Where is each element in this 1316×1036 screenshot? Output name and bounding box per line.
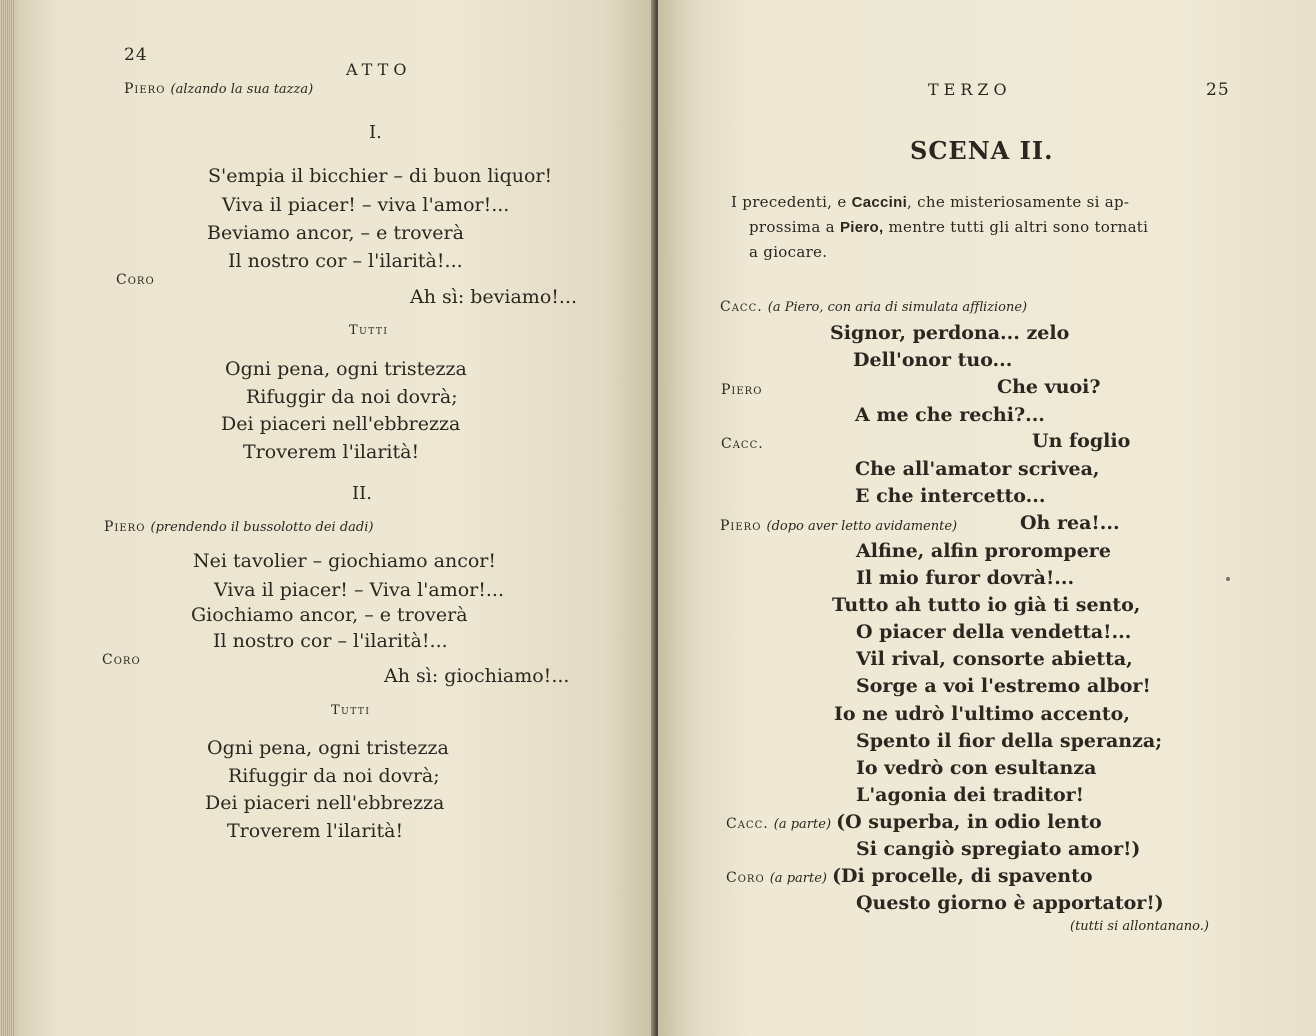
speaker-name: Cacc. xyxy=(720,299,763,315)
verse-line: Il nostro cor – l'ilarità!... xyxy=(228,250,463,272)
speaker-name: Piero xyxy=(124,81,166,97)
page-edges xyxy=(0,0,14,1036)
verse-line: Ogni pena, ogni tristezza xyxy=(207,737,449,759)
stage-direction: (dopo aver letto avidamente) xyxy=(766,519,958,534)
dialogue-line xyxy=(726,865,1093,887)
verse-line: A me che rechi?... xyxy=(855,404,1045,426)
description-text: mentre tutti gli altri sono tornati xyxy=(883,218,1149,236)
speaker-name: Piero xyxy=(720,518,762,534)
character-name: Piero, xyxy=(839,219,884,236)
verse-line: Il nostro cor – l'ilarità!... xyxy=(213,630,448,652)
verse-line: Ah sì: giochiamo!... xyxy=(384,665,570,687)
page-number: 25 xyxy=(1206,80,1230,100)
speaker-name: Coro xyxy=(116,272,155,288)
verse-line: Che vuoi? xyxy=(997,376,1101,398)
stage-direction: (a Piero, con aria di simulata afflizione) xyxy=(767,300,1028,315)
verse-line: L'agonia dei traditor! xyxy=(856,784,1085,806)
verse-line: Questo giorno è apportator!) xyxy=(856,892,1164,914)
running-head: TERZO xyxy=(928,80,1012,99)
character-name: Caccini xyxy=(851,194,908,211)
verse-line: Viva il piacer! – Viva l'amor!... xyxy=(214,579,504,601)
verse-line: Alfine, alfin prorompere xyxy=(856,540,1111,562)
verse-line: O piacer della vendetta!... xyxy=(856,621,1132,643)
speaker-name: Coro xyxy=(102,652,141,668)
dialogue-cue xyxy=(720,515,957,534)
stage-direction: (prendendo il bussolotto dei dadi) xyxy=(150,520,374,535)
speaker-name: Tutti xyxy=(331,703,371,718)
stage-direction: (tutti si allontanano.) xyxy=(1070,919,1209,934)
verse-line: Troverem l'ilarità! xyxy=(227,820,404,842)
verse-line: Giochiamo ancor, – e troverà xyxy=(191,604,468,626)
verse-line: Ah sì: beviamo!... xyxy=(410,286,578,308)
verse-line: Dei piaceri nell'ebbrezza xyxy=(221,413,461,435)
verse-line: Beviamo ancor, – e troverà xyxy=(207,222,464,244)
speaker-name: Tutti xyxy=(349,323,389,338)
scene-description-line xyxy=(749,218,1148,236)
verse-line: Si cangiò spregiato amor!) xyxy=(856,838,1141,860)
verse-line: (Di procelle, di spavento xyxy=(832,865,1093,887)
verse-line: E che intercetto... xyxy=(855,485,1046,507)
section-numeral: II. xyxy=(352,483,372,504)
running-head: ATTO xyxy=(346,60,412,79)
stage-direction: (a parte) xyxy=(769,871,827,886)
speaker-name: Piero xyxy=(721,382,763,398)
scene-description-line: a giocare. xyxy=(749,243,828,261)
scene-title: SCENA II. xyxy=(910,136,1054,165)
description-text: I precedenti, e xyxy=(731,193,852,211)
speaker-name: Cacc. xyxy=(721,436,764,452)
verse-line: Spento il fior della speranza; xyxy=(856,730,1163,752)
verse-line: Dell'onor tuo... xyxy=(853,349,1013,371)
verse-line: Rifuggir da noi dovrà; xyxy=(228,765,440,787)
speaker-name: Coro xyxy=(726,870,765,886)
verse-line: Che all'amator scrivea, xyxy=(855,458,1100,480)
stage-direction: (alzando la sua tazza) xyxy=(170,82,314,97)
verse-line: Io vedrò con esultanza xyxy=(856,757,1097,779)
left-page xyxy=(0,0,656,1036)
page-number: 24 xyxy=(124,45,148,65)
right-page xyxy=(658,0,1316,1036)
verse-line: Tutto ah tutto io già ti sento, xyxy=(832,594,1141,616)
verse-line: Nei tavolier – giochiamo ancor! xyxy=(193,550,496,572)
verse-line: Dei piaceri nell'ebbrezza xyxy=(205,792,445,814)
verse-line: Oh rea!... xyxy=(1020,512,1120,534)
dialogue-cue xyxy=(720,296,1027,315)
verse-line: Signor, perdona... zelo xyxy=(830,322,1070,344)
speaker-name: Piero xyxy=(104,519,146,535)
section-numeral: I. xyxy=(369,122,382,143)
verse-line: Troverem l'ilarità! xyxy=(243,441,420,463)
verse-line: Un foglio xyxy=(1032,430,1131,452)
verse-line: Vil rival, consorte abietta, xyxy=(856,648,1133,670)
dialogue-line xyxy=(726,811,1102,833)
verse-line: Sorge a voi l'estremo albor! xyxy=(856,675,1151,697)
section-cue xyxy=(104,516,373,535)
verse-line: Ogni pena, ogni tristezza xyxy=(225,358,467,380)
scene-description-line xyxy=(731,193,1129,211)
verse-line: S'empia il bicchier – di buon liquor! xyxy=(208,165,553,187)
ink-speck xyxy=(1226,577,1230,581)
verse-line: Il mio furor dovrà!... xyxy=(856,567,1075,589)
intro-cue xyxy=(124,78,313,97)
verse-line: Io ne udrò l'ultimo accento, xyxy=(834,703,1130,725)
verse-line: Viva il piacer! – viva l'amor!... xyxy=(222,194,510,216)
description-text: , che misteriosamente si ap- xyxy=(907,193,1130,211)
speaker-name: Cacc. xyxy=(726,816,769,832)
stage-direction: (a parte) xyxy=(773,817,832,832)
verse-line: Rifuggir da noi dovrà; xyxy=(246,386,458,408)
verse-line: (O superba, in odio lento xyxy=(836,811,1102,833)
description-text: prossima a xyxy=(749,218,840,236)
